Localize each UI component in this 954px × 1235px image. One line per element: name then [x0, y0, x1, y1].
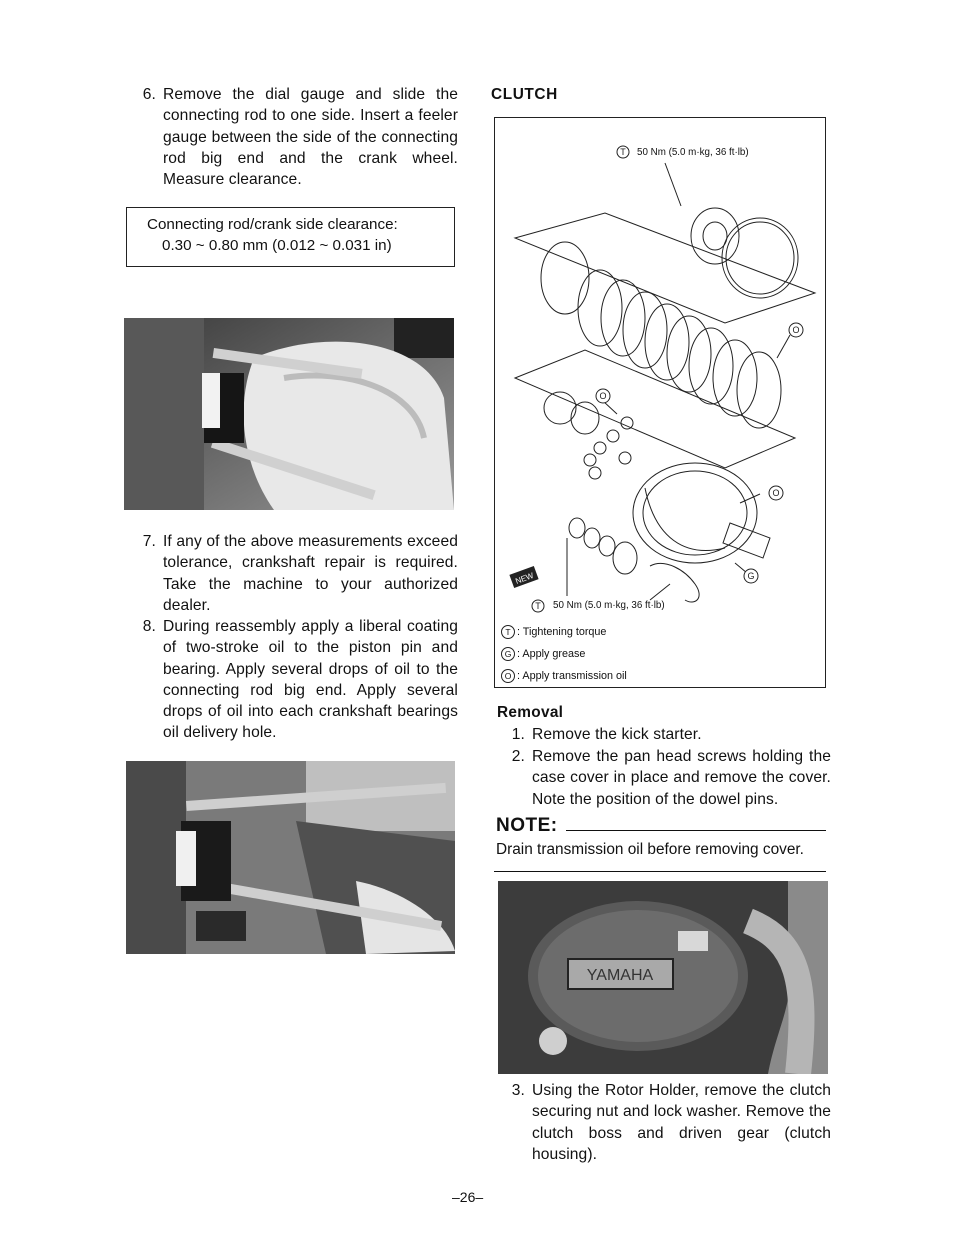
legend-text: : Apply grease — [517, 648, 586, 660]
yamaha-logo: YAMAHA — [586, 967, 654, 984]
step-3 — [495, 1080, 831, 1165]
legend-text: : Apply transmission oil — [517, 670, 627, 682]
removal-step-1 — [495, 724, 831, 745]
symbol-t-bottom: T — [535, 601, 541, 611]
legend-symbol: O — [501, 669, 515, 683]
note-underline — [566, 830, 826, 831]
note-title: NOTE: — [496, 815, 558, 836]
spec-value: 0.30 ~ 0.80 mm (0.012 ~ 0.031 in) — [162, 237, 392, 254]
spec-box — [126, 207, 455, 267]
step-number: 7. — [142, 533, 156, 550]
step-text: If any of the above measurements exceed tolerance, crankshaft repair is required. Take the machine to your authorized dealer. — [163, 533, 458, 614]
step-text: Remove the pan head screws holding the case cover in place and remove the cover. Note the position of the dowel pins. — [532, 748, 831, 808]
legend-symbol: G — [501, 647, 515, 661]
step-number: 1. — [511, 726, 525, 743]
legend-grease — [501, 647, 585, 661]
step-text: During reassembly apply a liberal coating of two-stroke oil to the piston pin and bearing. Apply several drops of oil to the connecting rod big end. Apply several drops of oil into each crankshaft bearings oil delivery hole. — [163, 618, 458, 742]
legend-symbol: T — [501, 625, 515, 639]
step-text: Remove the kick starter. — [532, 726, 702, 743]
photo-feeler-gauge — [124, 318, 454, 510]
symbol-g: G — [747, 571, 755, 581]
legend-tightening — [501, 625, 606, 639]
step-number: 3. — [511, 1082, 525, 1099]
step-text: Remove the dial gauge and slide the connecting rod to one side. Insert a feeler gauge between the side of the connecting rod big end and the crank wheel. Measure clearance. — [163, 86, 458, 189]
clutch-exploded-diagram — [494, 117, 826, 688]
note-text: Drain transmission oil before removing cover. — [496, 841, 804, 858]
step-number: 8. — [142, 618, 156, 635]
step-number: 6. — [142, 86, 156, 103]
logo-text: NEW — [514, 570, 535, 586]
photo-case-cover — [498, 881, 828, 1074]
step-6 — [126, 84, 458, 190]
photo-oil-application — [126, 761, 455, 954]
step-8 — [126, 616, 458, 744]
torque-top-label: 50 Nm (5.0 m·kg, 36 ft·lb) — [637, 147, 749, 158]
symbol-o-2: O — [599, 391, 607, 401]
spec-label: Connecting rod/crank side clearance: — [147, 216, 398, 233]
symbol-o-1: O — [792, 325, 800, 335]
removal-step-2 — [495, 746, 831, 810]
removal-heading: Removal — [497, 704, 564, 721]
symbol-o-3: O — [772, 488, 780, 498]
note-rule — [494, 871, 826, 872]
legend-transmission-oil — [501, 669, 627, 683]
clutch-heading: CLUTCH — [491, 86, 558, 103]
step-number: 2. — [511, 748, 525, 765]
page-number: –26– — [452, 1189, 484, 1205]
symbol-t-top: T — [620, 147, 626, 157]
legend-text: : Tightening torque — [517, 626, 607, 638]
step-7 — [126, 531, 458, 616]
torque-bottom-label: 50 Nm (5.0 m·kg, 36 ft·lb) — [553, 600, 665, 611]
step-text: Using the Rotor Holder, remove the clutch securing nut and lock washer. Remove the clutch boss and driven gear (clutch housing). — [532, 1082, 831, 1163]
